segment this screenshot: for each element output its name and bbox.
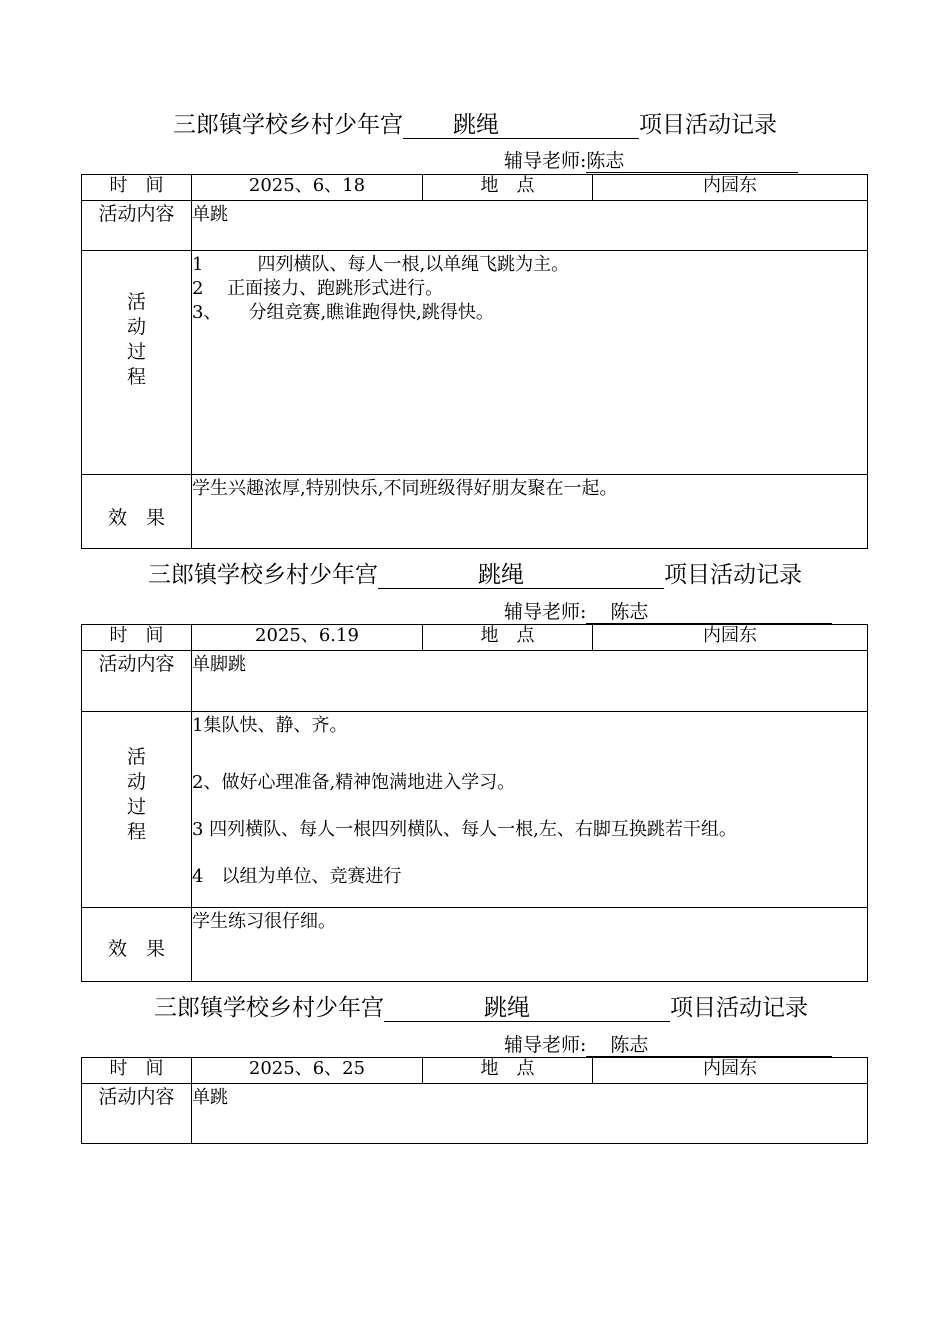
place-value: 内园东	[593, 1058, 868, 1084]
info-row	[82, 1058, 868, 1084]
teacher-label: 辅导老师:	[504, 150, 587, 172]
process-label: 活 动 过 程	[82, 251, 192, 475]
project-name: 跳绳	[484, 995, 530, 1021]
process-steps	[192, 251, 868, 475]
teacher-name: 陈志	[586, 1034, 832, 1057]
list-item: 3、 分组竞赛,瞧谁跑得快,跳得快。	[192, 302, 494, 323]
process-label: 活 动 过 程	[82, 712, 192, 908]
effect-value: 学生兴趣浓厚,特别快乐,不同班级得好朋友聚在一起。	[192, 475, 868, 549]
effect-row	[82, 908, 868, 982]
info-row	[82, 625, 868, 651]
place-value: 内园东	[593, 175, 868, 201]
teacher-name: 陈志	[586, 601, 832, 624]
place-label: 地 点	[423, 1058, 593, 1084]
info-row	[82, 175, 868, 201]
record-2-title	[0, 560, 950, 590]
project-underline	[384, 995, 670, 1022]
teacher-name: 陈志	[586, 150, 798, 173]
process-row	[82, 251, 868, 475]
date-value: 2025、6、25	[192, 1058, 423, 1084]
list-item: 1集队快、静、齐。	[192, 715, 348, 736]
time-label: 时 间	[82, 1058, 192, 1084]
process-steps	[192, 712, 868, 908]
record-1-title	[0, 110, 950, 140]
date-value: 2025、6、18	[192, 175, 423, 201]
content-label: 活动内容	[82, 201, 192, 251]
record-3-table	[81, 1057, 868, 1144]
record-3-title	[6, 993, 950, 1023]
project-name: 跳绳	[453, 112, 499, 138]
time-label: 时 间	[82, 175, 192, 201]
list-item: 2、做好心理准备,精神饱满地进入学习。	[192, 772, 516, 793]
time-label: 时 间	[82, 625, 192, 651]
place-label: 地 点	[423, 625, 593, 651]
content-row	[82, 201, 868, 251]
title-prefix: 三郎镇学校乡村少年宫	[173, 112, 403, 138]
title-suffix: 项目活动记录	[664, 562, 802, 588]
content-label: 活动内容	[82, 651, 192, 712]
title-suffix: 项目活动记录	[670, 995, 808, 1021]
effect-label: 效 果	[82, 475, 192, 549]
content-row	[82, 651, 868, 712]
title-prefix: 三郎镇学校乡村少年宫	[154, 995, 384, 1021]
list-item: 4 以组为单位、竞赛进行	[192, 866, 402, 887]
title-prefix: 三郎镇学校乡村少年宫	[148, 562, 378, 588]
content-value: 单跳	[192, 201, 868, 251]
content-value: 单跳	[192, 1084, 868, 1144]
effect-value: 学生练习很仔细。	[192, 908, 868, 982]
teacher-label: 辅导老师:	[504, 1034, 587, 1056]
list-item: 2 正面接力、跑跳形式进行。	[192, 278, 444, 299]
project-underline	[403, 112, 639, 139]
effect-row	[82, 475, 868, 549]
place-label: 地 点	[423, 175, 593, 201]
date-value: 2025、6.19	[192, 625, 423, 651]
list-item: 3 四列横队、每人一根四列横队、每人一根,左、右脚互换跳若干组。	[192, 819, 737, 840]
content-row	[82, 1084, 868, 1144]
effect-label: 效 果	[82, 908, 192, 982]
place-value: 内园东	[593, 625, 868, 651]
record-1-teacher	[504, 149, 798, 173]
content-value: 单脚跳	[192, 651, 868, 712]
list-item: 1 四列横队、每人一根,以单绳飞跳为主。	[192, 254, 570, 275]
project-underline	[378, 562, 664, 589]
process-row	[82, 712, 868, 908]
record-1-table	[81, 174, 868, 549]
title-suffix: 项目活动记录	[639, 112, 777, 138]
content-label: 活动内容	[82, 1084, 192, 1144]
record-3-teacher	[504, 1033, 832, 1057]
record-2-table	[81, 624, 868, 982]
teacher-label: 辅导老师:	[504, 601, 587, 623]
record-2-teacher	[504, 600, 832, 624]
project-name: 跳绳	[478, 562, 524, 588]
